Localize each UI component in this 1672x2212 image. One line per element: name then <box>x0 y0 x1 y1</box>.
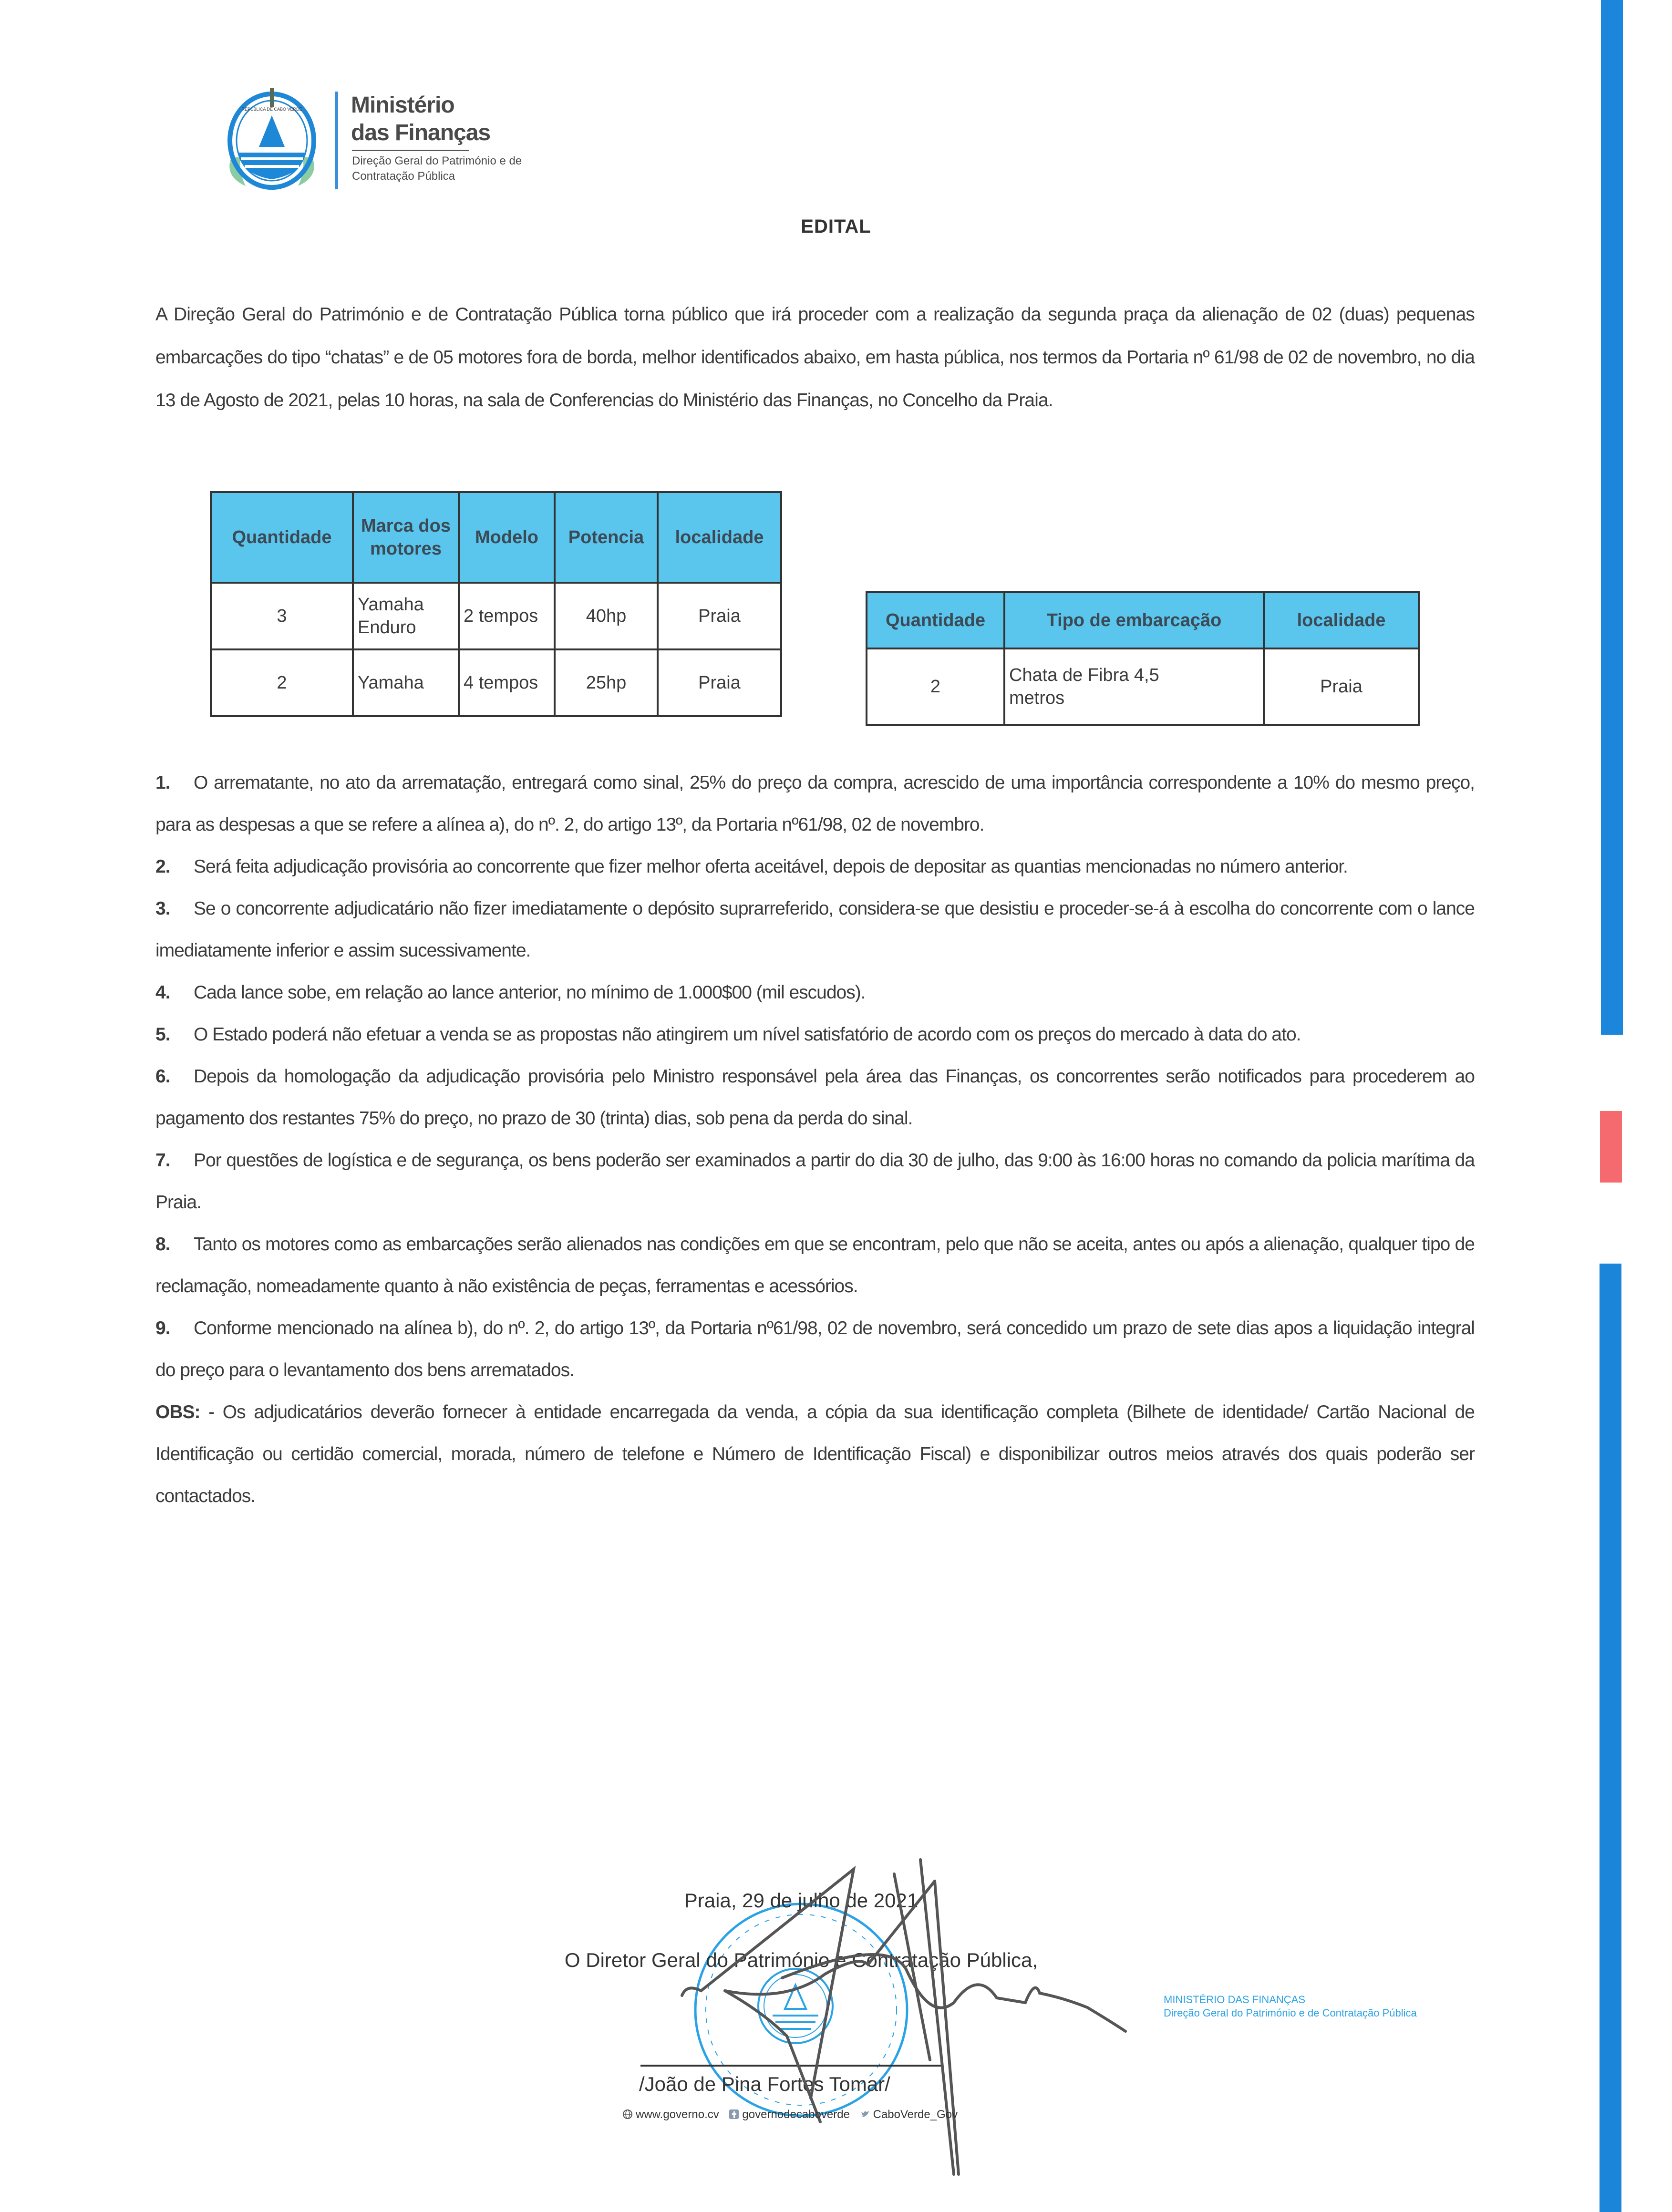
table-cell: 2 tempos <box>459 583 555 649</box>
coat-of-arms-emblem-icon <box>212 86 331 195</box>
column-header: Modelo <box>459 492 555 583</box>
footer-facebook[interactable] <box>729 2108 850 2121</box>
table-row <box>211 583 781 649</box>
obs-label: OBS: <box>155 1402 200 1422</box>
clause-item <box>155 1224 1475 1307</box>
clause-number: 4. <box>155 982 170 1003</box>
clause-number: 5. <box>155 1024 170 1045</box>
intro-paragraph: A Direção Geral do Património e de Contratação Pública torna público que irá proceder com a realização da segunda praça da alienação de 02 (duas) pequenas embarcações do tipo “chatas” e de 05 motores fora de borda, melhor identificados abaixo, em hasta pública, nos termos da Portaria nº 61/98 de 02 de novembro, no dia 13 de Agosto de 2021, pelas 10 horas, na sala de Conferencias do Ministério das Finanças, no Concelho da Praia. <box>155 304 1475 411</box>
clause-number: 9. <box>155 1318 170 1338</box>
column-header: localidade <box>658 492 781 583</box>
table-cell: 3 <box>211 583 353 649</box>
clause-text: Cada lance sobe, em relação ao lance anterior, no mínimo de 1.000$00 (mil escudos). <box>194 982 866 1003</box>
clause-number: 3. <box>155 898 170 919</box>
column-header: Tipo de embarcação <box>1004 592 1264 648</box>
clause-number: 7. <box>155 1150 170 1171</box>
footer-twitter[interactable] <box>860 2108 958 2121</box>
stamp-lettering <box>1164 1993 1469 2020</box>
footer-website[interactable] <box>622 2108 719 2121</box>
table-cell: 2 <box>867 648 1004 725</box>
table-cell: Yamaha <box>353 649 459 716</box>
clause-text: Tanto os motores como as embarcações serão alienados nas condições em que se encontram, pelo que não se aceita, antes ou após a alienação, qualquer tipo de reclamação, nomeadamente quanto à não existência de peças, ferramentas e acessórios. <box>155 1234 1475 1296</box>
clause-item <box>155 846 1475 888</box>
edge-strip-red <box>1600 1111 1622 1183</box>
department-name <box>352 154 522 184</box>
edge-strip-blue-bottom <box>1600 1264 1621 2212</box>
logo-rule <box>352 150 469 151</box>
website-text: www.governo.cv <box>636 2108 719 2121</box>
clause-text: Se o concorrente adjudicatário não fizer imediatamente o depósito suprarreferido, considera-se que desistiu e proceder-se-á à escolha do concorrente com o lance imediatamente inferior e assim sucessivamente. <box>155 898 1475 961</box>
table-cell: 4 tempos <box>459 649 555 716</box>
emblem-text: REPÚBLICA DE CABO VERDE <box>241 107 302 112</box>
clauses-list <box>155 762 1475 1517</box>
table-cell: Yamaha Enduro <box>353 583 459 649</box>
column-header: localidade <box>1264 592 1419 648</box>
boats-table <box>866 591 1420 726</box>
department-line-2: Contratação Pública <box>352 170 455 183</box>
table-header-row <box>211 492 781 583</box>
table-cell: 25hp <box>555 649 658 716</box>
clause-text: Por questões de logística e de segurança, os bens poderão ser examinados a partir do dia 30 de julho, das 9:00 às 16:00 horas no comando da policia marítima da Praia. <box>155 1150 1475 1213</box>
clause-number: 6. <box>155 1066 170 1087</box>
ministry-line-1: Ministério <box>351 93 454 118</box>
facebook-icon <box>729 2109 739 2119</box>
stamp-outer-text: MINISTÉRIO DAS FINANÇAS <box>1164 1994 1306 2006</box>
signature-line <box>640 2065 941 2067</box>
clause-item <box>155 1140 1475 1224</box>
ministry-line-2: das Finanças <box>351 120 491 145</box>
clause-item <box>155 972 1475 1014</box>
clause-text: Depois da homologação da adjudicação provisória pelo Ministro responsável pela área das Finanças, os concorrentes serão notificados para procederem ao pagamento dos restantes 75% do preço, no prazo de 30 (trinta) dias, sob pena da perda do sinal. <box>155 1066 1475 1129</box>
edge-strip-blue-top <box>1601 0 1623 1035</box>
place-date: Praia, 29 de julho de 2021 <box>684 1889 919 1912</box>
column-header: Quantidade <box>211 492 353 583</box>
clause-item <box>155 1056 1475 1140</box>
stamp-inner-text: Direção Geral do Património e de Contratação Pública <box>1164 2007 1417 2019</box>
column-header: Potencia <box>555 492 658 583</box>
facebook-text: governodecaboverde <box>742 2108 850 2121</box>
table-cell: 40hp <box>555 583 658 649</box>
table-cell: Praia <box>1264 648 1419 725</box>
clause-item <box>155 1307 1475 1391</box>
clause-text: O arrematante, no ato da arrematação, entregará como sinal, 25% do preço da compra, acrescido de uma importância correspondente a 10% do mesmo preço, para as despesas a que se refere a alínea a), do nº. 2, do artigo 13º, da Portaria nº61/98, 02 de novembro. <box>155 772 1475 835</box>
column-header: Marca dos motores <box>353 492 459 583</box>
table-row <box>211 649 781 716</box>
table-cell: Chata de Fibra 4,5 metros <box>1004 648 1264 725</box>
twitter-icon <box>860 2109 870 2119</box>
obs-text: - Os adjudicatários deverão fornecer à entidade encarregada da venda, a cópia da sua identificação completa (Bilhete de identidade/ Cartão Nacional de Identificação ou certidão comercial, morada, número de telefone e Número de Identificação Fiscal) e disponibilizar outros meios através dos quais poderão ser contactados. <box>155 1402 1475 1506</box>
clause-number: 2. <box>155 856 170 877</box>
clause-item <box>155 888 1475 972</box>
motors-table <box>210 491 782 717</box>
clause-text: O Estado poderá não efetuar a venda se as propostas não atingirem um nível satisfatório de acordo com os preços do mercado à data do ato. <box>194 1024 1301 1045</box>
twitter-text: CaboVerde_Gov <box>873 2108 958 2121</box>
table-row <box>867 648 1419 725</box>
clause-text: Conforme mencionado na alínea b), do nº. 2, do artigo 13º, da Portaria nº61/98, 02 de novembro, será concedido um prazo de sete dias apos a liquidação integral do preço para o levantamento dos bens arrematados. <box>155 1318 1475 1380</box>
clause-number: 8. <box>155 1234 170 1255</box>
logo-divider <box>335 92 338 189</box>
department-line-1: Direção Geral do Património e de <box>352 154 522 167</box>
signatory-name: /João de Pina Fortes Tomar/ <box>639 2073 890 2095</box>
clause-text: Será feita adjudicação provisória ao concorrente que fizer melhor oferta aceitável, depois de depositar as quantias mencionadas no número anterior. <box>194 856 1348 877</box>
document-title: EDITAL <box>801 216 871 237</box>
table-cell: Praia <box>658 583 781 649</box>
clause-number: 1. <box>155 772 170 793</box>
obs-note <box>155 1391 1475 1517</box>
signatory-role: O Diretor Geral do Património e Contratação Pública, <box>564 1949 1038 1971</box>
table-header-row <box>867 592 1419 648</box>
footer-social <box>622 2108 964 2122</box>
globe-icon <box>622 2109 633 2119</box>
column-header: Quantidade <box>867 592 1004 648</box>
table-cell: Praia <box>658 649 781 716</box>
clause-item <box>155 1014 1475 1056</box>
clause-item <box>155 762 1475 846</box>
ministry-name <box>351 92 490 147</box>
table-cell: 2 <box>211 649 353 716</box>
